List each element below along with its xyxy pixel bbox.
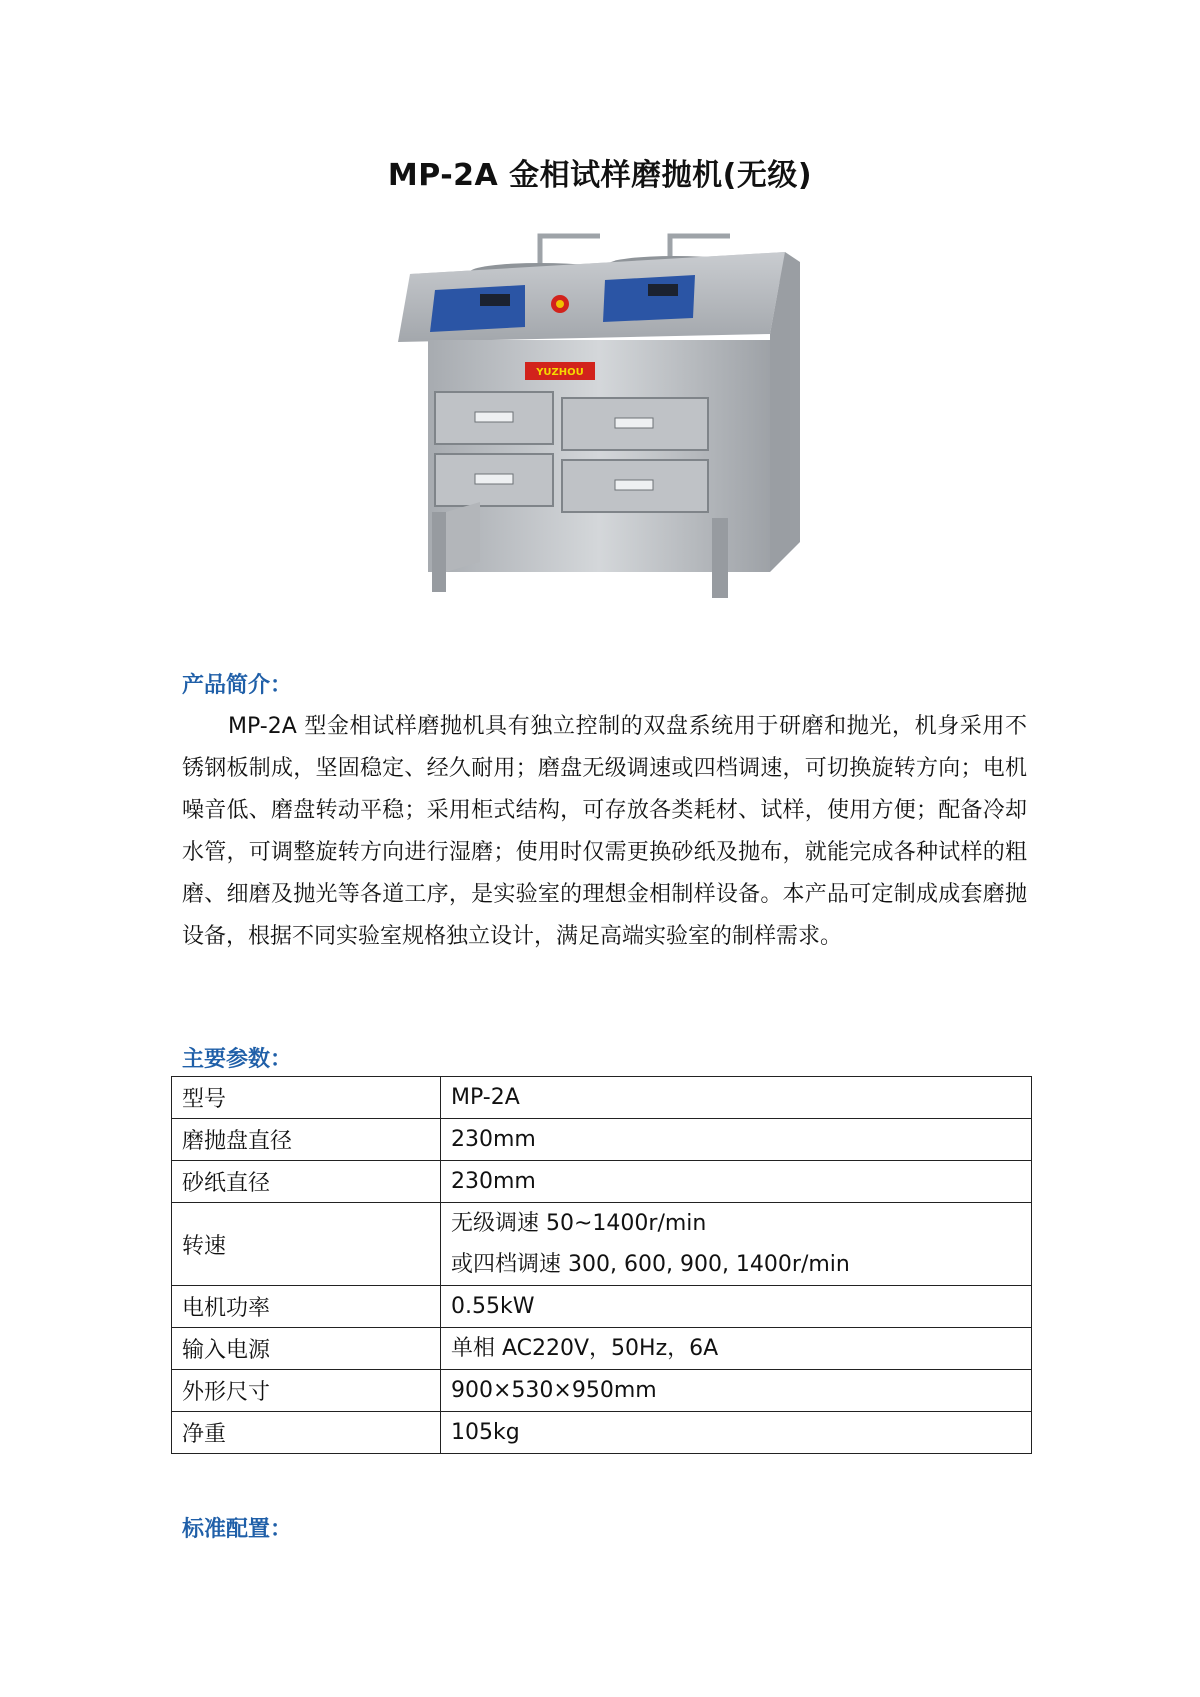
table-row [172,1161,1032,1203]
param-value [441,1119,1032,1161]
param-value-line: 230mm [451,1127,536,1152]
param-value-line: 或四档调速 300, 600, 900, 1400r/min [451,1252,850,1277]
param-value-line: 230mm [451,1169,536,1194]
table-row [172,1328,1032,1370]
table-row [172,1370,1032,1412]
table-row [172,1203,1032,1286]
param-value-line: 单相 AC220V，50Hz，6A [451,1336,719,1361]
param-name: 外形尺寸 [172,1370,441,1412]
param-value [441,1370,1032,1412]
param-value [441,1203,1032,1286]
table-row [172,1077,1032,1119]
param-value-line: MP-2A [451,1085,520,1110]
param-value [441,1286,1032,1328]
param-value-line: 0.55kW [451,1294,535,1319]
param-value-line: 无级调速 50~1400r/min [451,1211,707,1236]
intro-text: MP-2A 型金相试样磨抛机具有独立控制的双盘系统用于研磨和抛光，机身采用不锈钢板制成，坚固稳定、经久耐用；磨盘无级调速或四档调速，可切换旋转方向；电机噪音低、磨盘转动平稳；采用柜式结构，可存放各类耗材、试样，使用方便；配备冷却水管，可调整旋转方向进行湿磨；使用时仅需更换砂纸及抛布，就能完成各种试样的粗磨、细磨及抛光等各道工序，是实验室的理想金相制样设备。本产品可定制成成套磨抛设备，根据不同实验室规格独立设计，满足高端实验室的制样需求。 [182,714,1027,949]
params-table [171,1076,1032,1454]
table-row [172,1412,1032,1454]
param-name: 电机功率 [172,1286,441,1328]
param-name: 磨抛盘直径 [172,1119,441,1161]
page-title: MP-2A 金相试样磨抛机(无级) [387,158,813,193]
intro-heading: 产品简介： [182,673,293,698]
params-heading: 主要参数： [182,1047,293,1072]
param-value-line: 105kg [451,1420,520,1445]
param-name: 输入电源 [172,1328,441,1370]
param-value [441,1077,1032,1119]
control-panel-left [430,285,525,332]
brand-logo-text: YUZHOU [536,367,584,378]
param-name: 转速 [172,1203,441,1286]
control-panel-right [603,275,695,322]
table-row [172,1119,1032,1161]
param-name: 净重 [172,1412,441,1454]
param-name: 型号 [172,1077,441,1119]
product-photo [390,222,810,612]
param-name: 砂纸直径 [172,1161,441,1203]
param-value [441,1412,1032,1454]
param-value [441,1328,1032,1370]
param-value [441,1161,1032,1203]
config-heading: 标准配置： [182,1517,293,1542]
table-row [172,1286,1032,1328]
param-value-line: 900×530×950mm [451,1378,657,1403]
